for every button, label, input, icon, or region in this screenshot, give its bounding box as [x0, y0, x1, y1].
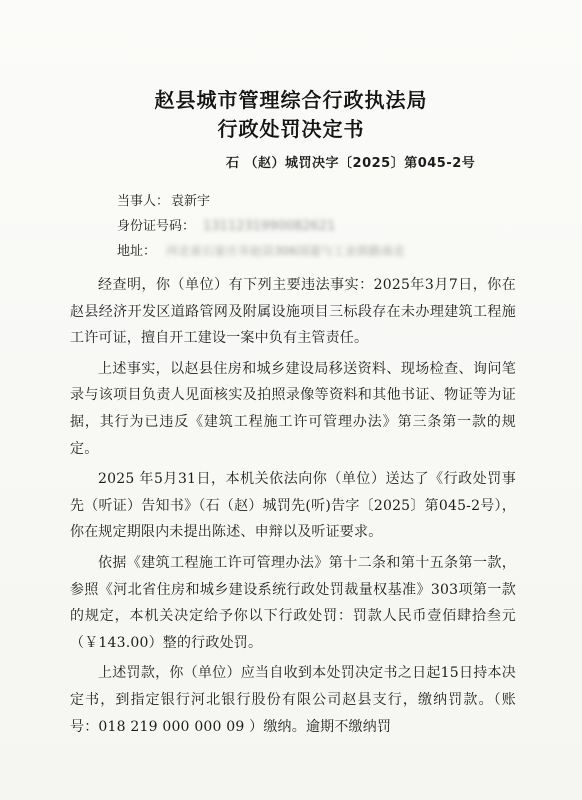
party-name-value: 袁新宇	[171, 194, 211, 209]
paragraph-payment: 上述罚款，你（单位）应当自收到本处罚决定书之日起15日持本决定书，到指定银行河北银行股份有限公司赵县支行，缴纳罚款。（账号：018 219 000 000 09 ）缴纳。逾期不缴纳罚	[70, 665, 516, 735]
decision-body	[70, 272, 516, 744]
paragraph-notice: 2025 年5月31日，本机关依法向你（单位）送达了《行政处罚事先（听证）告知书》（石（赵）城罚先(听)告字〔2025〕第045-2号），你在规定期限内未提出陈述、申辩以及听证要求。	[70, 471, 516, 541]
document-number: 石 （赵）城罚决字〔2025〕第045-2号	[226, 156, 476, 171]
address-label: 地址：	[117, 244, 157, 259]
document-title: 行政处罚决定书	[217, 117, 365, 141]
party-name-field	[117, 190, 210, 209]
paragraph-facts: 经查明，你（单位）有下列主要违法事实：2025年3月7日，你在赵县经济开发区道路管网及附属设施项目三标段存在未办理建筑工程施工许可证，擅自开工建设一案中负有主管责任。	[70, 277, 516, 347]
agency-title: 赵县城市管理综合行政执法局	[154, 88, 428, 112]
paragraph-evidence: 上述事实，以赵县住房和城乡建设局移送资料、现场检查、询问笔录与该项目负责人见面核实及拍照录像等资料和其他书证、物证等为证据，其行为已违反《建筑工程施工许可管理办法》第三条第一款的规定。	[70, 360, 516, 457]
id-number-label: 身份证号码：	[117, 219, 196, 234]
party-name-label: 当事人：	[117, 194, 170, 209]
id-number-field	[117, 215, 335, 234]
id-number-value-redacted: 1311231990082621	[203, 219, 336, 234]
paragraph-penalty: 依据《建筑工程施工许可管理办法》第十二条和第十五条第一款，参照《河北省住房和城乡建设系统行政处罚裁量权基准》303项第一款的规定，本机关决定给予你以下行政处罚：罚款人民币壹佰肆拾叁元（￥143.00）整的行政处罚。	[70, 554, 516, 651]
address-value-redacted: 河北省石家庄市赵县306国道与工业街路南北	[166, 244, 405, 258]
address-field	[117, 240, 405, 259]
